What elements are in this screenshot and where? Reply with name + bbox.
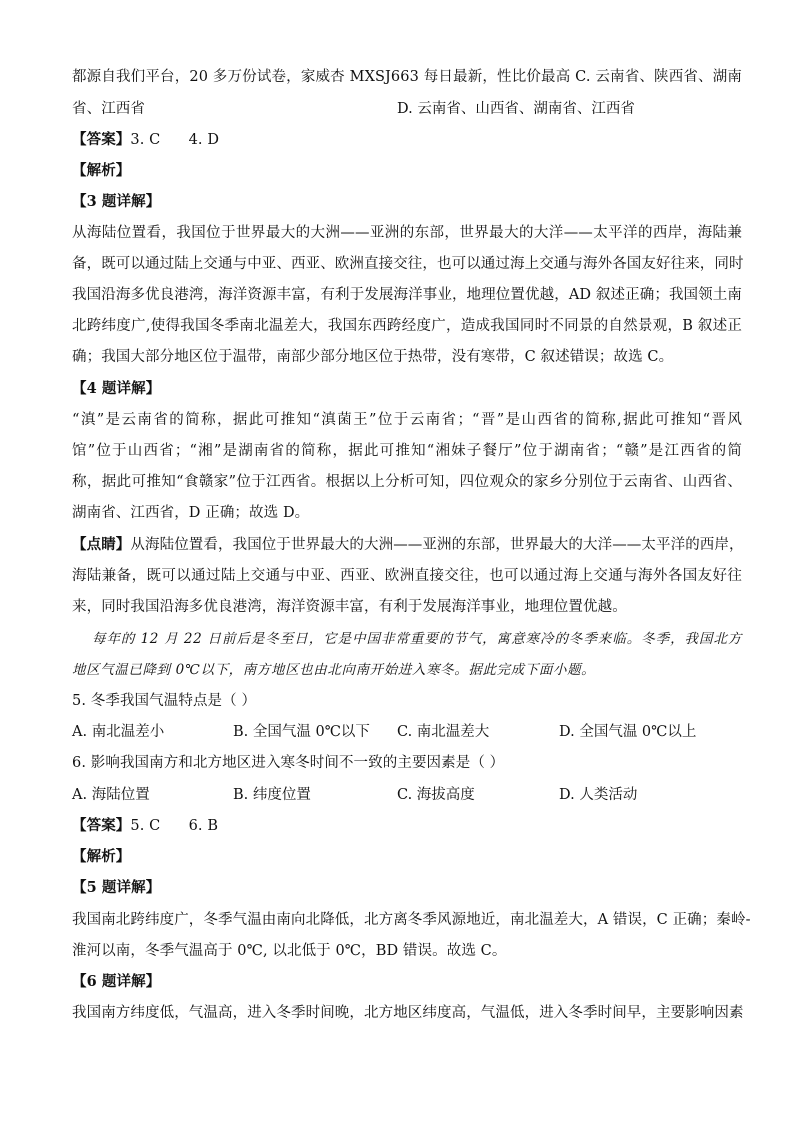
question-5: 5. 冬季我国气温特点是（ ） — [72, 693, 257, 709]
text-line: 我国沿海多优良港湾，海洋资源丰富，有利于发展海洋事业，地理位置优越，AD 叙述正确；我国领土南 — [72, 287, 742, 303]
text-line: 馆”位于山西省；“湘”是湖南省的简称，据此可推知“湘妹子餐厅”位于湖南省；“赣”是江西省的简 — [72, 443, 742, 459]
text-line: 湖南省、江西省，D 正确；故选 D。 — [72, 505, 310, 521]
key-point-text: 从海陆位置看，我国位于世界最大的大洲——亚洲的东部，世界最大的大洋——太平洋的西岸， — [130, 537, 744, 553]
text-line: 海陆兼备，既可以通过陆上交通与中亚、西亚、欧洲直接交往，也可以通过海上交通与海外各国友好往 — [72, 568, 742, 584]
answer-label: 【答案】 — [72, 817, 131, 834]
text-line: 来，同时我国沿海多优良港湾，海洋资源丰富，有利于发展海洋事业，地理位置优越。 — [72, 599, 627, 615]
q6-option-a: A. 海陆位置 — [72, 787, 150, 803]
key-point-line — [72, 535, 742, 555]
passage-intro-line: 地区气温已降到 0℃以下，南方地区也由北向南开始进入寒冬。据此完成下面小题。 — [72, 662, 596, 678]
key-point-label: 【点睛】 — [72, 536, 131, 553]
answer-values: 5. C 6. B — [130, 818, 219, 834]
q6-option-c: C. 海拔高度 — [397, 787, 475, 803]
text-line: 淮河以南，冬季气温高于 0℃, 以北低于 0℃，BD 错误。故选 C。 — [72, 943, 507, 959]
q5-option-b: B. 全国气温 0℃以下 — [233, 724, 370, 740]
text-line: “滇”是云南省的简称，据此可推知“滇菌王”位于云南省；“晋”是山西省的简称,据此可推知“晋风 — [72, 412, 742, 428]
q6-option-d: D. 人类活动 — [559, 787, 638, 803]
option-d-prev: D. 云南省、山西省、湖南省、江西省 — [397, 101, 635, 117]
text-line: 都源自我们平台，20 多万份试卷，家威杏 MXSJ663 每日最新，性比价最高 C. 云南省、陕西省、湖南 — [72, 69, 742, 85]
analysis-heading: 【解析】 — [72, 162, 131, 179]
analysis-heading: 【解析】 — [72, 848, 131, 865]
question-6: 6. 影响我国南方和北方地区进入寒冬时间不一致的主要因素是（ ） — [72, 755, 505, 771]
text-line: 确；我国大部分地区位于温带，南部少部分地区位于热带，没有寒带，C 叙述错误；故选 C。 — [72, 349, 674, 365]
text-line: 备，既可以通过陆上交通与中亚、西亚、欧洲直接交往，也可以通过海上交通与海外各国友好往来，同时 — [72, 256, 744, 272]
text-line: 北跨纬度广,使得我国冬季南北温差大，我国东西跨经度广，造成我国同时不同景的自然景观，B 叙述正 — [72, 318, 742, 334]
text-line: 从海陆位置看，我国位于世界最大的大洲——亚洲的东部，世界最大的大洋——太平洋的西岸，海陆兼 — [72, 225, 742, 241]
passage-intro-line: 每年的 12 月 22 日前后是冬至日，它是中国非常重要的节气，寓意寒冷的冬季来临。冬季，我国北方 — [92, 631, 742, 647]
answer-line-5-6 — [72, 816, 742, 836]
answer-line-3-4 — [72, 130, 742, 150]
q6-option-b: B. 纬度位置 — [233, 787, 311, 803]
answer-values: 3. C 4. D — [130, 132, 220, 148]
q3-detail-heading: 【3 题详解】 — [72, 193, 161, 210]
q5-option-d: D. 全国气温 0℃以上 — [559, 724, 697, 740]
q5-option-a: A. 南北温差小 — [72, 724, 165, 740]
text-line: 我国南北跨纬度广，冬季气温由南向北降低，北方离冬季风源地近，南北温差大，A 错误，C 正确；秦岭- — [72, 912, 751, 928]
text-line: 称，据此可推知“食赣家”位于江西省。根据以上分析可知，四位观众的家乡分别位于云南省、山西省、 — [72, 474, 742, 490]
text-line: 我国南方纬度低，气温高，进入冬季时间晚，北方地区纬度高，气温低，进入冬季时间早，主要影响因素 — [72, 1005, 744, 1021]
text-line: 省、江西省 — [72, 101, 145, 117]
q5-detail-heading: 【5 题详解】 — [72, 879, 161, 896]
answer-label: 【答案】 — [72, 131, 131, 148]
q4-detail-heading: 【4 题详解】 — [72, 380, 161, 397]
q5-option-c: C. 南北温差大 — [397, 724, 490, 740]
q6-detail-heading: 【6 题详解】 — [72, 973, 161, 990]
